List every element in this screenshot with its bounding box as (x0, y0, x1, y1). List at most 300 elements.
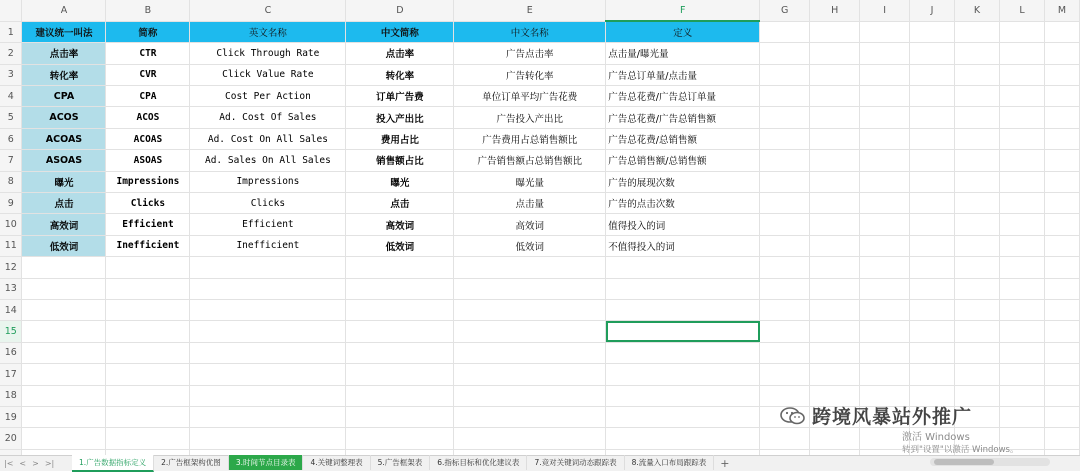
header-cell[interactable]: 定义 (606, 21, 760, 42)
cell[interactable] (454, 385, 606, 406)
scrollbar-thumb[interactable] (934, 459, 994, 465)
column-header[interactable]: M (1044, 0, 1079, 21)
data-cell[interactable]: 单位订单平均广告花费 (454, 86, 606, 107)
cell[interactable] (955, 364, 1000, 385)
cell[interactable] (860, 128, 910, 149)
data-cell[interactable]: Efficient (106, 214, 190, 235)
cell[interactable] (454, 428, 606, 449)
row-header[interactable]: 2 (0, 43, 22, 64)
cell[interactable] (910, 214, 955, 235)
row-header[interactable]: 15 (0, 321, 22, 342)
cell[interactable] (860, 107, 910, 128)
wechat-icon (780, 406, 806, 426)
data-cell[interactable]: 广告费用占总销售额比 (454, 128, 606, 149)
cell[interactable] (760, 257, 810, 278)
sheet-tab[interactable]: 1.广告数据指标定义 (72, 455, 154, 472)
data-cell[interactable]: 低效词 (346, 235, 454, 256)
cell[interactable] (955, 193, 1000, 214)
cell[interactable] (999, 21, 1044, 42)
header-cell[interactable]: 建议统一叫法 (22, 21, 106, 42)
cell[interactable] (1044, 43, 1079, 64)
cell[interactable] (106, 385, 190, 406)
cell[interactable] (454, 406, 606, 427)
data-cell[interactable]: Clicks (190, 193, 346, 214)
data-cell[interactable]: Impressions (106, 171, 190, 192)
column-header[interactable]: J (910, 0, 955, 21)
cell[interactable] (106, 278, 190, 299)
select-all-corner[interactable] (0, 0, 22, 21)
cell[interactable] (190, 428, 346, 449)
cell[interactable] (106, 364, 190, 385)
data-cell[interactable]: 广告总订单量/点击量 (606, 64, 760, 85)
data-cell[interactable]: Click Through Rate (190, 43, 346, 64)
sheet-tab[interactable]: 6.指标目标和优化建议表 (430, 455, 527, 470)
column-header[interactable]: E (454, 0, 606, 21)
data-cell[interactable]: CVR (106, 64, 190, 85)
data-cell[interactable]: 销售额占比 (346, 150, 454, 171)
cell[interactable] (999, 193, 1044, 214)
cell[interactable] (760, 342, 810, 363)
cell[interactable] (810, 428, 860, 449)
cell[interactable] (860, 171, 910, 192)
cell[interactable] (190, 278, 346, 299)
column-header[interactable]: L (999, 0, 1044, 21)
cell[interactable] (999, 214, 1044, 235)
cell[interactable] (606, 385, 760, 406)
cell[interactable] (606, 278, 760, 299)
cell[interactable] (190, 257, 346, 278)
cell[interactable] (860, 364, 910, 385)
row-header[interactable]: 8 (0, 171, 22, 192)
cell[interactable] (346, 321, 454, 342)
cell[interactable] (346, 257, 454, 278)
data-cell[interactable]: 点击量 (454, 193, 606, 214)
cell[interactable] (860, 43, 910, 64)
cell[interactable] (760, 193, 810, 214)
data-cell[interactable]: ACOS (22, 107, 106, 128)
row-header[interactable]: 9 (0, 193, 22, 214)
data-cell[interactable]: CPA (22, 86, 106, 107)
cell[interactable] (1044, 385, 1079, 406)
cell[interactable] (760, 321, 810, 342)
cell[interactable] (22, 342, 106, 363)
cell[interactable] (1044, 64, 1079, 85)
row-header[interactable]: 20 (0, 428, 22, 449)
row-header[interactable]: 17 (0, 364, 22, 385)
cell[interactable] (106, 299, 190, 320)
cell[interactable] (760, 43, 810, 64)
cell[interactable] (760, 364, 810, 385)
data-cell[interactable]: 广告总花费/广告总销售额 (606, 107, 760, 128)
cell[interactable] (999, 107, 1044, 128)
cell[interactable] (860, 278, 910, 299)
tab-nav-arrow-icon[interactable]: >| (44, 459, 55, 468)
cell[interactable] (454, 342, 606, 363)
cell[interactable] (606, 299, 760, 320)
data-cell[interactable]: Ad. Sales On All Sales (190, 150, 346, 171)
cell[interactable] (22, 257, 106, 278)
row-header[interactable]: 14 (0, 299, 22, 320)
cell[interactable] (454, 299, 606, 320)
cell[interactable] (346, 299, 454, 320)
data-cell[interactable]: 广告投入产出比 (454, 107, 606, 128)
cell[interactable] (346, 364, 454, 385)
cell[interactable] (760, 86, 810, 107)
cell[interactable] (760, 299, 810, 320)
cell[interactable] (190, 364, 346, 385)
cell[interactable] (606, 406, 760, 427)
column-header[interactable]: D (346, 0, 454, 21)
data-cell[interactable]: 点击 (22, 193, 106, 214)
cell[interactable] (860, 235, 910, 256)
cell[interactable] (190, 321, 346, 342)
data-cell[interactable]: 点击 (346, 193, 454, 214)
row-header[interactable]: 4 (0, 86, 22, 107)
cell[interactable] (760, 171, 810, 192)
cell[interactable] (454, 321, 606, 342)
cell[interactable] (810, 342, 860, 363)
cell[interactable] (346, 428, 454, 449)
cell[interactable] (346, 342, 454, 363)
data-cell[interactable]: 低效词 (22, 235, 106, 256)
data-cell[interactable]: 广告点击率 (454, 43, 606, 64)
row-header[interactable]: 10 (0, 214, 22, 235)
cell[interactable] (810, 171, 860, 192)
cell[interactable] (22, 406, 106, 427)
cell[interactable] (999, 128, 1044, 149)
data-cell[interactable]: 曝光 (346, 171, 454, 192)
cell[interactable] (999, 406, 1044, 427)
cell[interactable] (999, 342, 1044, 363)
data-cell[interactable]: 广告总销售额/总销售额 (606, 150, 760, 171)
cell[interactable] (190, 406, 346, 427)
cell[interactable] (606, 342, 760, 363)
cell[interactable] (999, 171, 1044, 192)
cell[interactable] (955, 342, 1000, 363)
cell[interactable] (955, 278, 1000, 299)
cell[interactable] (910, 86, 955, 107)
cell[interactable] (810, 21, 860, 42)
cell[interactable] (860, 257, 910, 278)
column-header[interactable]: B (106, 0, 190, 21)
column-header[interactable]: A (22, 0, 106, 21)
cell[interactable] (860, 21, 910, 42)
row-header[interactable]: 7 (0, 150, 22, 171)
column-header[interactable]: H (810, 0, 860, 21)
cell[interactable] (190, 385, 346, 406)
cell[interactable] (810, 278, 860, 299)
cell[interactable] (955, 235, 1000, 256)
row-header[interactable]: 19 (0, 406, 22, 427)
cell[interactable] (910, 321, 955, 342)
cell[interactable] (760, 21, 810, 42)
cell[interactable] (860, 214, 910, 235)
data-cell[interactable]: 费用占比 (346, 128, 454, 149)
cell[interactable] (910, 342, 955, 363)
cell[interactable] (1044, 21, 1079, 42)
cell[interactable] (1044, 193, 1079, 214)
sheet-tab[interactable]: 7.竞对关键词动态跟踪表 (527, 455, 624, 470)
cell[interactable] (106, 342, 190, 363)
data-cell[interactable]: 值得投入的词 (606, 214, 760, 235)
cell[interactable] (1044, 342, 1079, 363)
cell[interactable] (999, 364, 1044, 385)
cell[interactable] (999, 235, 1044, 256)
column-header[interactable]: C (190, 0, 346, 21)
cell[interactable] (22, 364, 106, 385)
cell[interactable] (106, 406, 190, 427)
data-cell[interactable]: Inefficient (106, 235, 190, 256)
cell[interactable] (454, 278, 606, 299)
data-cell[interactable]: 订单广告费 (346, 86, 454, 107)
cell[interactable] (22, 385, 106, 406)
data-cell[interactable]: CTR (106, 43, 190, 64)
cell[interactable] (190, 342, 346, 363)
cell[interactable] (810, 150, 860, 171)
data-cell[interactable]: 广告的点击次数 (606, 193, 760, 214)
cell[interactable] (860, 299, 910, 320)
data-cell[interactable]: Click Value Rate (190, 64, 346, 85)
cell[interactable] (1044, 278, 1079, 299)
cell[interactable] (999, 64, 1044, 85)
data-cell[interactable]: Ad. Cost Of Sales (190, 107, 346, 128)
data-cell[interactable]: ASOAS (106, 150, 190, 171)
data-cell[interactable]: 不值得投入的词 (606, 235, 760, 256)
data-cell[interactable]: 高效词 (346, 214, 454, 235)
cell[interactable] (910, 235, 955, 256)
data-cell[interactable]: ACOS (106, 107, 190, 128)
cell[interactable] (810, 43, 860, 64)
data-cell[interactable]: CPA (106, 86, 190, 107)
header-cell[interactable]: 中文简称 (346, 21, 454, 42)
table-row (0, 43, 1080, 64)
data-cell[interactable]: 广告转化率 (454, 64, 606, 85)
cell[interactable] (810, 235, 860, 256)
cell[interactable] (955, 43, 1000, 64)
cell[interactable] (999, 278, 1044, 299)
row-header[interactable]: 6 (0, 128, 22, 149)
cell[interactable] (1044, 214, 1079, 235)
row-header[interactable]: 12 (0, 257, 22, 278)
cell[interactable] (910, 364, 955, 385)
cell[interactable] (1044, 150, 1079, 171)
data-cell[interactable]: ACOAS (22, 128, 106, 149)
data-cell[interactable]: 投入产出比 (346, 107, 454, 128)
data-cell[interactable]: Impressions (190, 171, 346, 192)
column-header[interactable]: F (606, 0, 760, 21)
row-header[interactable]: 18 (0, 385, 22, 406)
data-cell[interactable]: 高效词 (454, 214, 606, 235)
cell[interactable] (955, 214, 1000, 235)
cell[interactable] (760, 128, 810, 149)
data-cell[interactable]: 曝光量 (454, 171, 606, 192)
row-header[interactable]: 5 (0, 107, 22, 128)
cell[interactable] (999, 150, 1044, 171)
cell[interactable] (810, 86, 860, 107)
cell[interactable] (999, 385, 1044, 406)
cell[interactable] (22, 428, 106, 449)
cell[interactable] (346, 278, 454, 299)
cell[interactable] (810, 364, 860, 385)
sheet-tab[interactable]: 5.广告框架表 (371, 455, 431, 470)
cell[interactable] (910, 257, 955, 278)
cell[interactable] (810, 64, 860, 85)
cell[interactable] (1044, 406, 1079, 427)
cell[interactable] (760, 278, 810, 299)
cell[interactable] (760, 64, 810, 85)
cell[interactable] (1044, 321, 1079, 342)
cell[interactable] (910, 150, 955, 171)
cell[interactable] (106, 321, 190, 342)
cell[interactable] (106, 257, 190, 278)
cell[interactable] (860, 64, 910, 85)
cell[interactable] (955, 171, 1000, 192)
cell[interactable] (190, 299, 346, 320)
data-cell[interactable]: Clicks (106, 193, 190, 214)
cell[interactable] (910, 299, 955, 320)
cell[interactable] (1044, 107, 1079, 128)
selected-cell[interactable] (606, 321, 760, 342)
cell[interactable] (760, 107, 810, 128)
cell[interactable] (910, 64, 955, 85)
row-header[interactable]: 11 (0, 235, 22, 256)
data-cell[interactable]: 低效词 (454, 235, 606, 256)
data-cell[interactable]: 点击率 (22, 43, 106, 64)
cell[interactable] (999, 299, 1044, 320)
tab-nav-arrow-icon[interactable]: < (19, 459, 27, 468)
cell[interactable] (1044, 299, 1079, 320)
cell[interactable] (346, 406, 454, 427)
tab-nav-arrow-icon[interactable]: |< (4, 459, 14, 468)
cell[interactable] (606, 428, 760, 449)
cell[interactable] (810, 193, 860, 214)
cell[interactable] (22, 278, 106, 299)
row-header[interactable]: 16 (0, 342, 22, 363)
cell[interactable] (22, 321, 106, 342)
cell[interactable] (810, 321, 860, 342)
cell[interactable] (1044, 257, 1079, 278)
cell[interactable] (454, 364, 606, 385)
data-cell[interactable]: Ad. Cost On All Sales (190, 128, 346, 149)
cell[interactable] (999, 86, 1044, 107)
watermark-text: 跨境风暴站外推广 (812, 406, 973, 428)
cell[interactable] (606, 364, 760, 385)
sheet-tab[interactable]: 8.流量入口布局跟踪表 (625, 455, 715, 470)
cell[interactable] (1044, 171, 1079, 192)
cell[interactable] (606, 257, 760, 278)
data-cell[interactable]: 广告销售额占总销售额比 (454, 150, 606, 171)
header-cell[interactable]: 简称 (106, 21, 190, 42)
sheet-tab[interactable]: 2.广告框架构优图 (154, 455, 229, 470)
empty-row (0, 364, 1080, 385)
cell[interactable] (760, 235, 810, 256)
cell[interactable] (860, 150, 910, 171)
tab-nav-arrow-icon[interactable]: > (32, 459, 39, 468)
cell[interactable] (910, 21, 955, 42)
sheet-tab[interactable]: 3.时间节点目录表 (229, 455, 304, 470)
cell[interactable] (860, 86, 910, 107)
cell[interactable] (955, 21, 1000, 42)
horizontal-scrollbar[interactable] (930, 458, 1050, 466)
sheet-tab[interactable]: 4.关键词整理表 (303, 455, 370, 470)
data-cell[interactable]: 曝光 (22, 171, 106, 192)
data-cell[interactable]: Cost Per Action (190, 86, 346, 107)
column-header[interactable]: K (955, 0, 1000, 21)
data-cell[interactable]: 转化率 (22, 64, 106, 85)
cell[interactable] (999, 43, 1044, 64)
cell[interactable] (955, 150, 1000, 171)
cell[interactable] (106, 428, 190, 449)
cell[interactable] (454, 257, 606, 278)
column-header[interactable]: I (860, 0, 910, 21)
cell[interactable] (860, 321, 910, 342)
cell[interactable] (810, 128, 860, 149)
row-header[interactable]: 1 (0, 21, 22, 42)
cell[interactable] (955, 257, 1000, 278)
cell[interactable] (910, 128, 955, 149)
cell[interactable] (810, 299, 860, 320)
cell[interactable] (810, 107, 860, 128)
cell[interactable] (955, 299, 1000, 320)
data-cell[interactable]: ASOAS (22, 150, 106, 171)
data-cell[interactable]: 广告总花费/广告总订单量 (606, 86, 760, 107)
cell[interactable] (910, 278, 955, 299)
cell[interactable] (999, 321, 1044, 342)
cell[interactable] (910, 43, 955, 64)
cell[interactable] (810, 214, 860, 235)
header-cell[interactable]: 中文名称 (454, 21, 606, 42)
cell[interactable] (1044, 128, 1079, 149)
cell[interactable] (760, 150, 810, 171)
data-cell[interactable]: ACOAS (106, 128, 190, 149)
data-cell[interactable]: 点击量/曝光量 (606, 43, 760, 64)
cell[interactable] (910, 107, 955, 128)
cell[interactable] (955, 321, 1000, 342)
data-cell[interactable]: 转化率 (346, 64, 454, 85)
column-header[interactable]: G (760, 0, 810, 21)
empty-row (0, 299, 1080, 320)
cell[interactable] (955, 86, 1000, 107)
cell[interactable] (955, 64, 1000, 85)
header-cell[interactable]: 英文名称 (190, 21, 346, 42)
data-cell[interactable]: Efficient (190, 214, 346, 235)
cell[interactable] (1044, 428, 1079, 449)
cell[interactable] (760, 214, 810, 235)
row-header[interactable]: 3 (0, 64, 22, 85)
data-cell[interactable]: 点击率 (346, 43, 454, 64)
data-cell[interactable]: 广告的展现次数 (606, 171, 760, 192)
cell[interactable] (999, 257, 1044, 278)
data-cell[interactable]: 广告总花费/总销售额 (606, 128, 760, 149)
cell[interactable] (346, 385, 454, 406)
data-cell[interactable]: 高效词 (22, 214, 106, 235)
cell[interactable] (1044, 86, 1079, 107)
cell[interactable] (910, 171, 955, 192)
add-sheet-button[interactable]: + (720, 457, 730, 470)
cell[interactable] (955, 107, 1000, 128)
row-header[interactable]: 13 (0, 278, 22, 299)
data-cell[interactable]: Inefficient (190, 235, 346, 256)
cell[interactable] (910, 193, 955, 214)
cell[interactable] (760, 428, 810, 449)
cell[interactable] (1044, 235, 1079, 256)
cell[interactable] (860, 193, 910, 214)
cell[interactable] (860, 342, 910, 363)
cell[interactable] (1044, 364, 1079, 385)
cell[interactable] (810, 257, 860, 278)
cell[interactable] (22, 299, 106, 320)
cell[interactable] (955, 128, 1000, 149)
